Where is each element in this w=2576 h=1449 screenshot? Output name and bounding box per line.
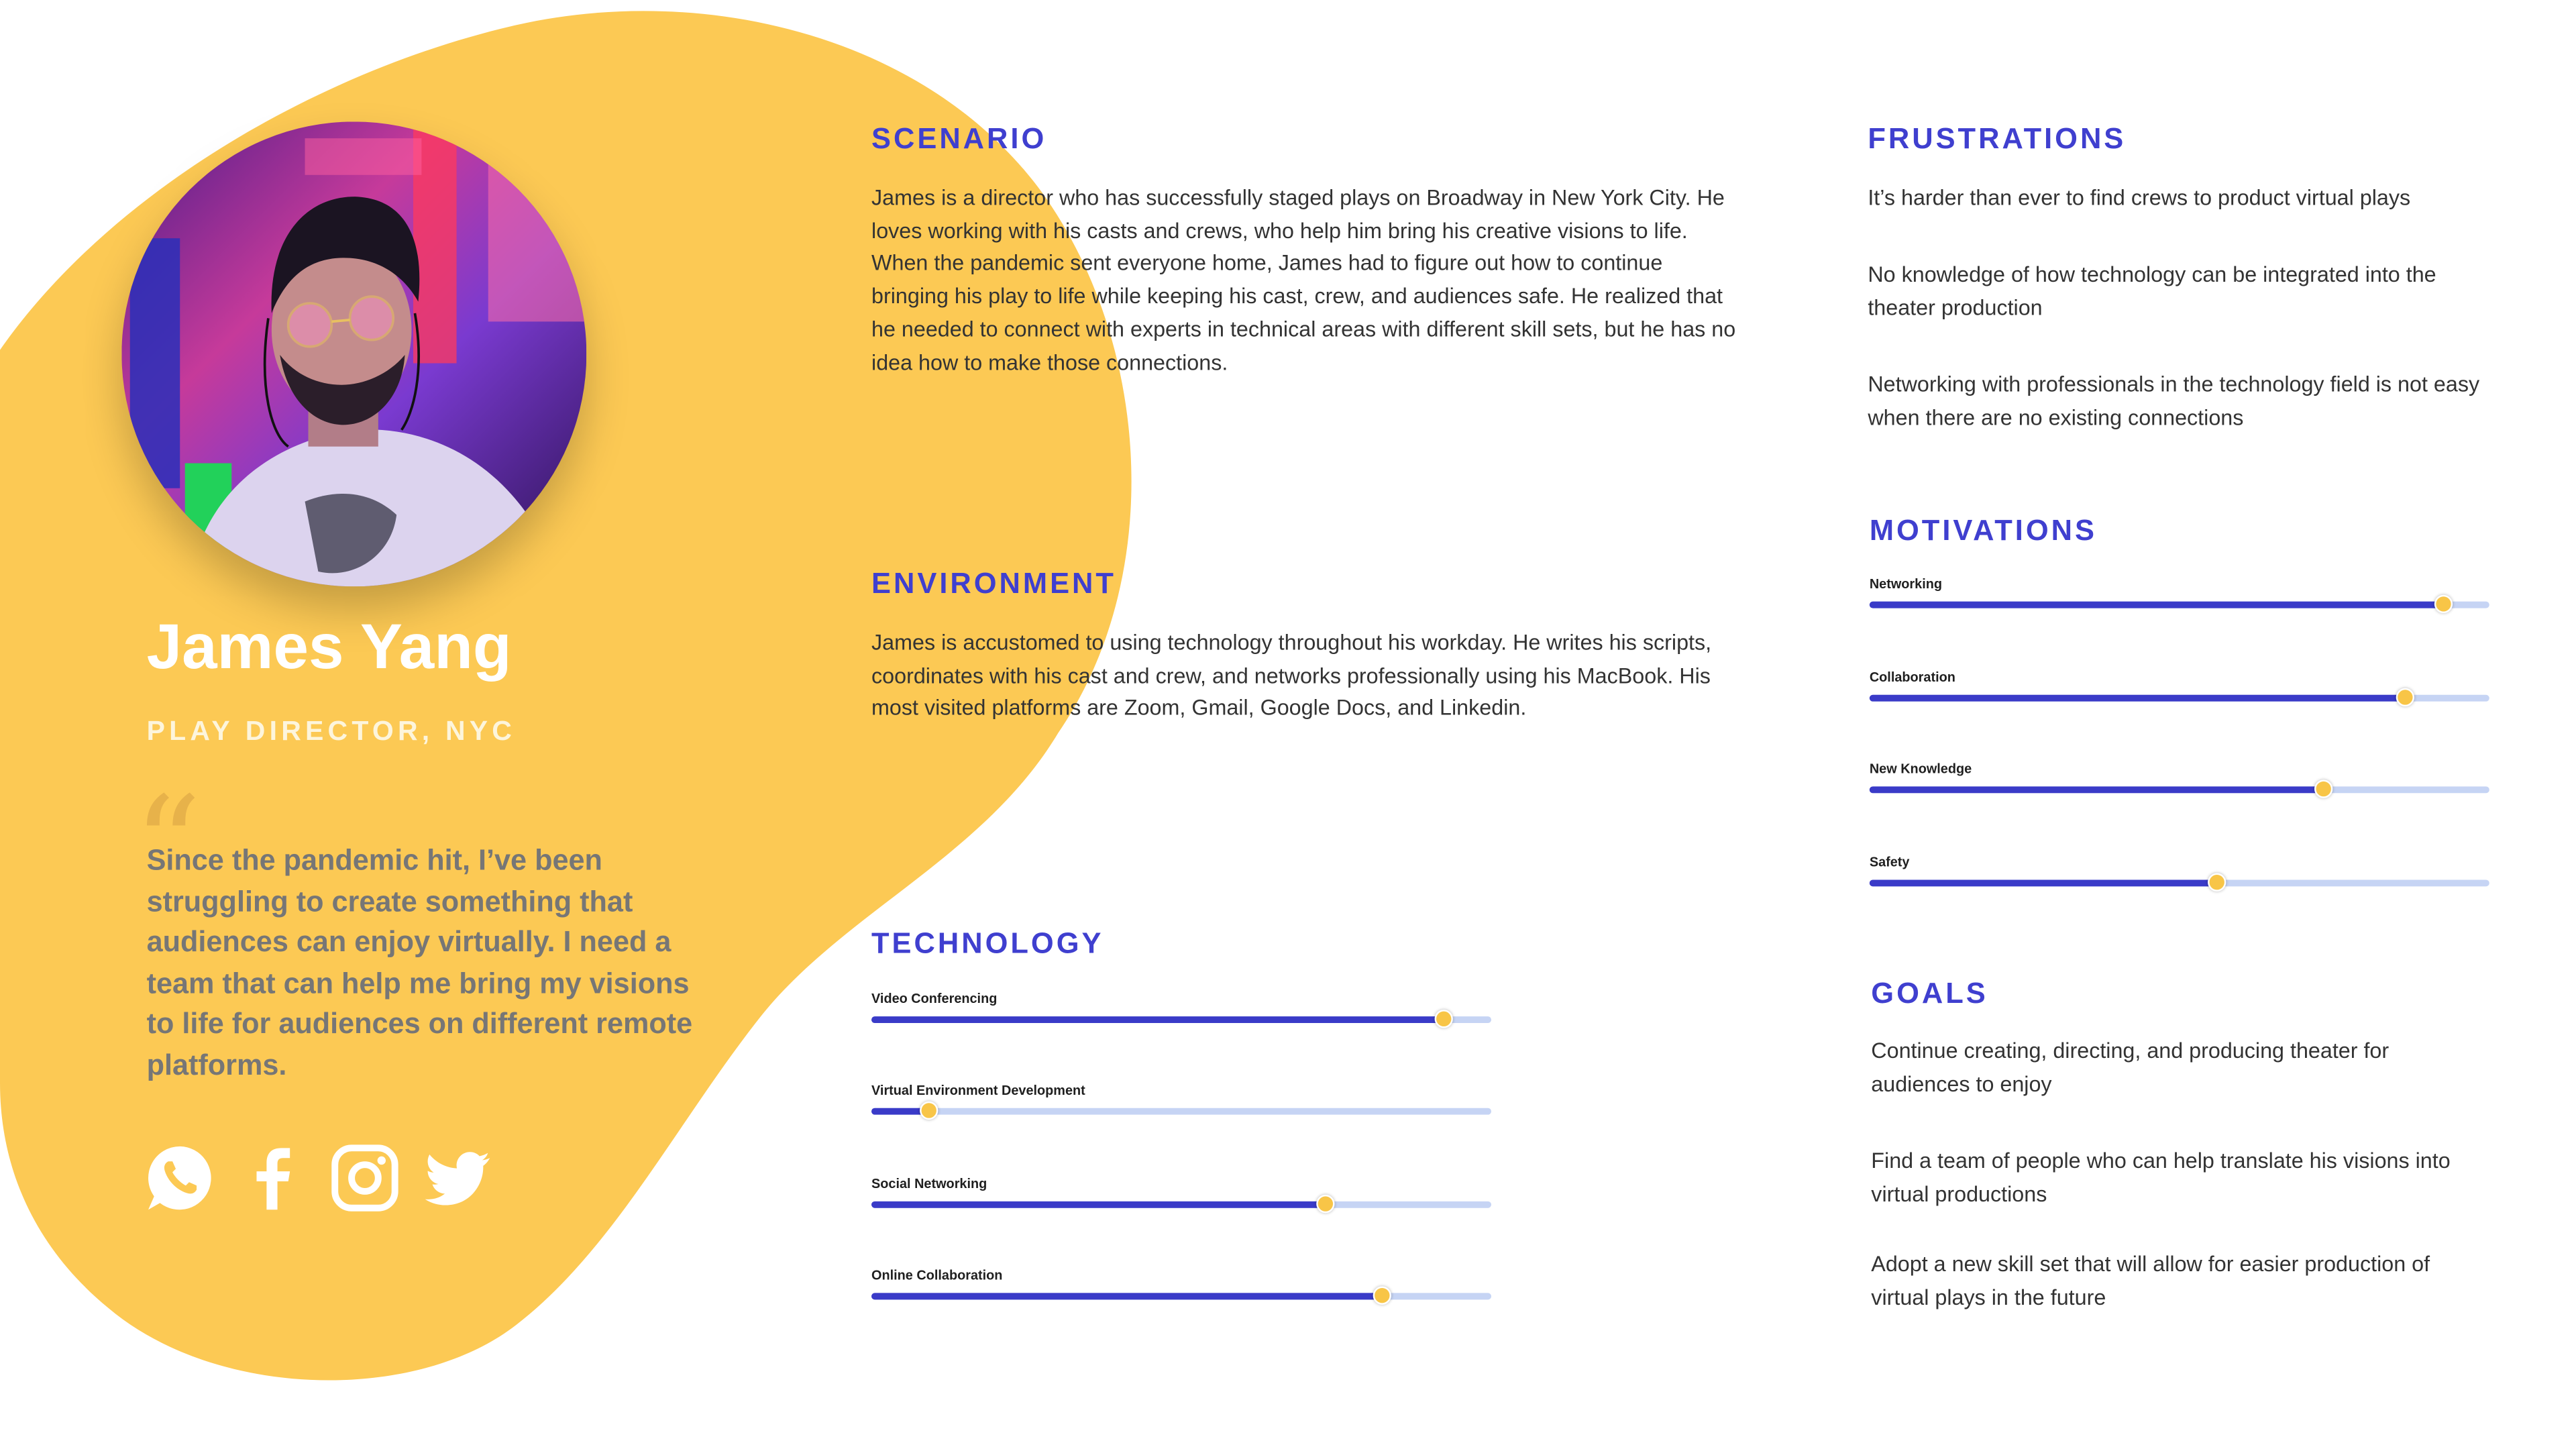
slider-fill	[1870, 879, 2218, 886]
motivations-heading: MOTIVATIONS	[1869, 513, 2097, 547]
persona-role: PLAY DIRECTOR, NYC	[146, 716, 517, 747]
slider-knob[interactable]	[2396, 688, 2414, 706]
goal-item: Find a team of people who can help translate his visions into virtual productions	[1871, 1148, 2451, 1206]
slider-knob[interactable]	[1317, 1195, 1335, 1213]
slider-track	[1870, 879, 2489, 886]
scenario-heading: SCENARIO	[871, 121, 1047, 155]
avatar	[121, 121, 586, 586]
slider-track	[871, 1108, 1491, 1115]
slider-fill	[871, 1016, 1445, 1023]
slider-label: Video Conferencing	[871, 991, 998, 1007]
quote-mark: “	[133, 768, 202, 924]
frustrations-heading: FRUSTRATIONS	[1868, 121, 2127, 155]
technology-heading: TECHNOLOGY	[871, 926, 1104, 960]
slider-fill	[1870, 695, 2406, 702]
slider-track	[1870, 602, 2489, 608]
environment-heading: ENVIRONMENT	[871, 566, 1116, 600]
slider-track	[871, 1201, 1491, 1208]
slider-label: Virtual Environment Development	[871, 1083, 1085, 1098]
slider-track	[1870, 695, 2489, 702]
slider-label: Social Networking	[871, 1176, 987, 1191]
goal-item: Adopt a new skill set that will allow for easier production of virtual plays in the future	[1871, 1251, 2430, 1309]
slider-knob[interactable]	[1435, 1010, 1453, 1028]
slider-knob[interactable]	[2208, 873, 2226, 892]
environment-text: James is accustomed to using technology throughout his workday. He writes his scripts, coordinates with his cast and crew, and networks professionally using his MacBook. His most visited platforms are Zoom, Gmail, Google Docs, and Linkedin.	[871, 629, 1712, 721]
facebook-icon[interactable]	[238, 1143, 308, 1213]
slider-label: New Knowledge	[1869, 761, 1972, 777]
frustration-item: No knowledge of how technology can be integrated into the theater production	[1868, 261, 2436, 320]
slider-label: Online Collaboration	[871, 1268, 1003, 1283]
goal-item: Continue creating, directing, and producing theater for audiences to enjoy	[1871, 1038, 2390, 1096]
instagram-icon[interactable]	[330, 1143, 400, 1213]
slider-track	[1870, 786, 2489, 793]
slider-fill	[871, 1201, 1327, 1208]
scenario-text: James is a director who has successfully staged plays on Broadway in New York City. He loves working with his casts and crews, who help him bring his creative visions to life. When the pandemic sent everyone home, James had to figure out how to continue bringing his play to life while keeping his cast, crew, and audiences safe. He realized that he needed to connect with experts in technical areas with different skill sets, but he has no idea how to make those connections.	[871, 184, 1736, 374]
slider-track	[871, 1293, 1491, 1299]
slider-knob[interactable]	[1373, 1286, 1391, 1304]
slider-label: Networking	[1869, 576, 1943, 592]
whatsapp-icon[interactable]	[145, 1143, 215, 1213]
frustration-item: It’s harder than ever to find crews to product virtual plays	[1868, 184, 2411, 210]
goals-heading: GOALS	[1871, 976, 1988, 1010]
slider-knob[interactable]	[2434, 595, 2452, 613]
persona-quote: Since the pandemic hit, I’ve been struggling to create something that audiences can enjoy virtually. I need a team that can help me bring my visions to life for audiences on different remote platforms.	[146, 843, 693, 1081]
slider-fill	[1870, 786, 2325, 793]
slider-fill	[871, 1293, 1383, 1299]
slider-fill	[1870, 602, 2445, 608]
slider-track	[871, 1016, 1491, 1023]
slider-label: Safety	[1869, 855, 1910, 870]
persona-name: James Yang	[146, 613, 512, 684]
twitter-icon[interactable]	[423, 1143, 493, 1213]
frustration-item: Networking with professionals in the technology field is not easy when there are no existing connections	[1868, 371, 2480, 430]
slider-knob[interactable]	[2315, 780, 2333, 798]
slider-label: Collaboration	[1869, 669, 1955, 685]
